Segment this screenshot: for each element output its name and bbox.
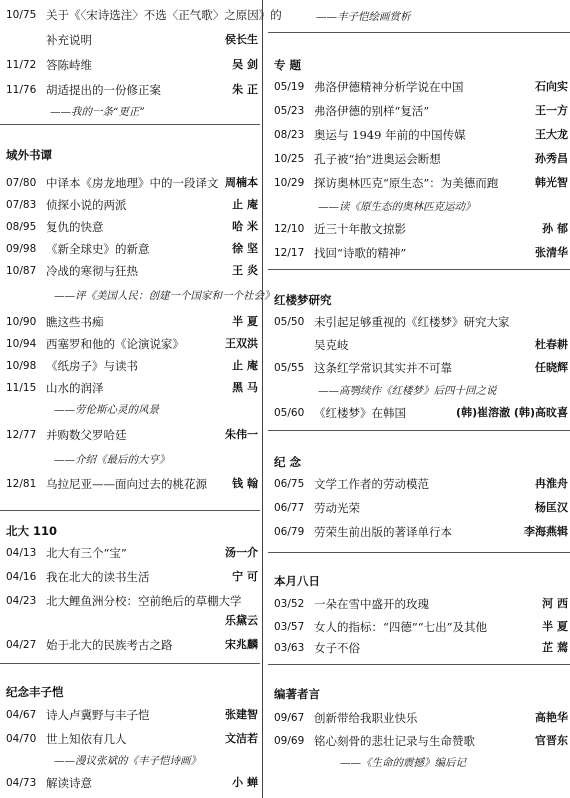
section-rule — [268, 269, 570, 270]
issue-code: 04/27 — [6, 639, 37, 651]
article-author: 王双洪 — [225, 337, 258, 350]
article-title: 西塞罗和他的《论演说家》 — [46, 337, 184, 351]
article-author: 韩光智 — [535, 176, 568, 189]
issue-code: 10/25 — [274, 153, 305, 165]
issue-code: 09/98 — [6, 243, 37, 255]
section-rule — [268, 430, 570, 431]
article-title: 侦探小说的两派 — [46, 198, 127, 212]
issue-code: 10/29 — [274, 177, 305, 189]
article-author: 张清华 — [535, 246, 568, 259]
article-title: 冷战的寒彻与狂热 — [46, 264, 138, 278]
article-author: 周楠本 — [225, 176, 258, 189]
issue-code: 05/60 — [274, 407, 305, 419]
issue-code: 10/87 — [6, 265, 37, 277]
section-heading: 域外书谭 — [6, 148, 52, 162]
article-title: 奥运与 1949 年前的中国传媒 — [314, 128, 466, 142]
article-author: 吴 剑 — [232, 58, 258, 71]
article-author: 止 庵 — [232, 359, 258, 372]
article-author: 河 西 — [542, 597, 568, 610]
issue-code: 03/52 — [274, 598, 305, 610]
article-title: 胡适提出的一份修正案 — [46, 83, 161, 97]
article-title: 复仇的快意 — [46, 220, 104, 234]
article-title: 文学工作者的劳动模范 — [314, 477, 429, 491]
article-title: 始于北大的民族考古之路 — [46, 638, 173, 652]
article-author: 李海燕辑 — [524, 525, 568, 538]
article-author: 孙秀昌 — [535, 152, 568, 165]
article-author: 芷 蔫 — [542, 641, 568, 654]
article-author: 半 夏 — [542, 620, 568, 633]
article-title: 探访奥林匹克“原生态”：为美德而跑 — [314, 176, 499, 190]
issue-code: 09/67 — [274, 712, 305, 724]
subtitle: ——漫议张斌的《丰子恺诗画》 — [54, 755, 201, 767]
article-title: 女人的指标：“四德”“七出”及其他 — [314, 620, 488, 634]
article-author: 冉淮舟 — [535, 477, 568, 490]
article-author: 石向实 — [535, 80, 568, 93]
article-title: 近三十年散文掠影 — [314, 222, 406, 236]
subtitle: ——丰子恺绘画赏析 — [316, 11, 411, 23]
section-heading: 纪 念 — [274, 455, 302, 469]
section-heading: 红楼梦研究 — [274, 293, 332, 307]
section-rule — [0, 663, 260, 664]
subtitle: ——劳伦斯心灵的风景 — [54, 404, 159, 416]
article-author: 徐 坚 — [232, 242, 258, 255]
subtitle: ——《生命的震撼》编后记 — [340, 757, 466, 769]
issue-code: 10/98 — [6, 360, 37, 372]
article-title: 北大有三个“宝” — [46, 546, 127, 560]
article-author: 官晋东 — [535, 734, 568, 747]
column-divider — [262, 0, 263, 798]
issue-code: 03/63 — [274, 642, 305, 654]
article-author: 汤一介 — [225, 546, 258, 559]
article-author: 朱伟一 — [225, 428, 258, 441]
article-title: 解读诗意 — [46, 776, 92, 790]
article-title: 铭心刻骨的悲壮记录与生命赞歌 — [314, 734, 475, 748]
article-title: 一朵在雪中盛开的玫瑰 — [314, 597, 429, 611]
article-title: 未引起足够重视的《红楼梦》研究大家 — [314, 315, 510, 329]
article-author: 钱 翰 — [232, 477, 258, 490]
article-title: 《纸房子》与读书 — [46, 359, 138, 373]
issue-code: 07/83 — [6, 199, 37, 211]
article-title: 找回“诗歌的精神” — [314, 246, 407, 260]
article-author: 侯长生 — [225, 33, 258, 46]
article-author: 王 炎 — [232, 264, 258, 277]
issue-code: 03/57 — [274, 621, 305, 633]
article-author: 止 庵 — [232, 198, 258, 211]
issue-code: 07/80 — [6, 177, 37, 189]
article-title: 北大鲤鱼洲分校：空前绝后的草棚大学 — [46, 594, 242, 608]
article-author: 朱 正 — [232, 83, 258, 96]
subtitle: ——我的一条“更正” — [50, 106, 145, 118]
article-author: 宋兆麟 — [225, 638, 258, 651]
section-heading: 编著者言 — [274, 687, 320, 701]
issue-code: 04/23 — [6, 595, 37, 607]
subtitle: ——读《原生态的奥林匹克运动》 — [318, 201, 476, 213]
issue-code: 04/73 — [6, 777, 37, 789]
article-title: 弗洛伊德精神分析学说在中国 — [314, 80, 464, 94]
article-author: 文洁若 — [225, 732, 258, 745]
article-title: 中译本《房龙地理》中的一段译文 — [46, 176, 219, 190]
section-heading: 本月八日 — [274, 574, 320, 588]
issue-code: 04/67 — [6, 709, 37, 721]
issue-code: 04/13 — [6, 547, 37, 559]
issue-code: 06/75 — [274, 478, 305, 490]
issue-code: 04/16 — [6, 571, 37, 583]
article-title: 孔子被“抬”进奥运会断想 — [314, 152, 441, 166]
section-heading: 纪念丰子恺 — [6, 685, 64, 699]
article-title: 答陈峙维 — [46, 58, 92, 72]
section-rule — [268, 664, 570, 665]
issue-code: 04/70 — [6, 733, 37, 745]
article-author: 小 蝉 — [232, 776, 258, 789]
article-author: 王一方 — [535, 104, 568, 117]
issue-code: 11/76 — [6, 84, 37, 96]
section-heading: 北大 110 — [6, 524, 58, 538]
article-title: 山水的润泽 — [46, 381, 104, 395]
issue-code: 12/17 — [274, 247, 305, 259]
article-author: 半 夏 — [232, 315, 258, 328]
issue-code: 10/94 — [6, 338, 37, 350]
issue-code: 12/81 — [6, 478, 37, 490]
issue-code: 05/23 — [274, 105, 305, 117]
issue-code: 10/90 — [6, 316, 37, 328]
article-author: 高艳华 — [535, 711, 568, 724]
article-title: 这条红学常识其实并不可靠 — [314, 361, 452, 375]
issue-code: 11/15 — [6, 382, 37, 394]
article-title: 诗人卢冀野与丰子恺 — [46, 708, 150, 722]
article-title: 女子不俗 — [314, 641, 360, 655]
subtitle: ——评《美国人民：创建一个国家和一个社会》 — [54, 290, 275, 302]
article-title: 世上知依有几人 — [46, 732, 127, 746]
issue-code: 05/55 — [274, 362, 305, 374]
subtitle: ——介绍《最后的大亨》 — [54, 454, 170, 466]
section-rule — [0, 124, 260, 125]
article-title: 我在北大的读书生活 — [46, 570, 150, 584]
article-title: 吴克岐 — [314, 338, 349, 352]
issue-code: 08/95 — [6, 221, 37, 233]
article-title: 《红楼梦》在韩国 — [314, 406, 406, 420]
issue-code: 06/77 — [274, 502, 305, 514]
article-title: 乌拉尼亚——面向过去的桃花源 — [46, 477, 207, 491]
article-title: 《新全球史》的新意 — [46, 242, 150, 256]
issue-code: 12/10 — [274, 223, 305, 235]
section-rule — [268, 552, 570, 553]
article-author: 杨匡汉 — [535, 501, 568, 514]
article-author: 孙 郁 — [542, 222, 568, 235]
issue-code: 10/75 — [6, 9, 37, 21]
section-rule — [0, 510, 260, 511]
article-title: 创新带给我职业快乐 — [314, 711, 418, 725]
article-title: 瞧这些书痴 — [46, 315, 104, 329]
issue-code: 05/19 — [274, 81, 305, 93]
article-author: 杜春耕 — [535, 338, 568, 351]
article-author: 黑 马 — [232, 381, 258, 394]
article-title: 并购数父罗哈廷 — [46, 428, 127, 442]
issue-code: 05/50 — [274, 316, 305, 328]
article-title: 弗洛伊德的别样“复活” — [314, 104, 430, 118]
article-author: 王大龙 — [535, 128, 568, 141]
article-title: 补充说明 — [46, 33, 92, 47]
article-author: 宁 可 — [232, 570, 258, 583]
article-title: 劳荣生前出版的著译单行本 — [314, 525, 452, 539]
article-author: 张建智 — [225, 708, 258, 721]
article-title: 劳动光荣 — [314, 501, 360, 515]
article-author: 任晓辉 — [535, 361, 568, 374]
issue-code: 12/77 — [6, 429, 37, 441]
article-title: 关于《〈宋诗选注〉不选〈正气歌〉之原因》的 — [46, 8, 282, 22]
issue-code: 09/69 — [274, 735, 305, 747]
section-rule — [268, 32, 570, 33]
article-author: 乐黛云 — [225, 614, 258, 627]
section-heading: 专 题 — [274, 58, 302, 72]
article-author: (韩)崔溶澈 (韩)高旼喜 — [456, 406, 568, 419]
issue-code: 08/23 — [274, 129, 305, 141]
subtitle: ——高鹗续作《红楼梦》后四十回之说 — [318, 385, 497, 397]
issue-code: 06/79 — [274, 526, 305, 538]
issue-code: 11/72 — [6, 59, 37, 71]
article-author: 哈 米 — [232, 220, 258, 233]
